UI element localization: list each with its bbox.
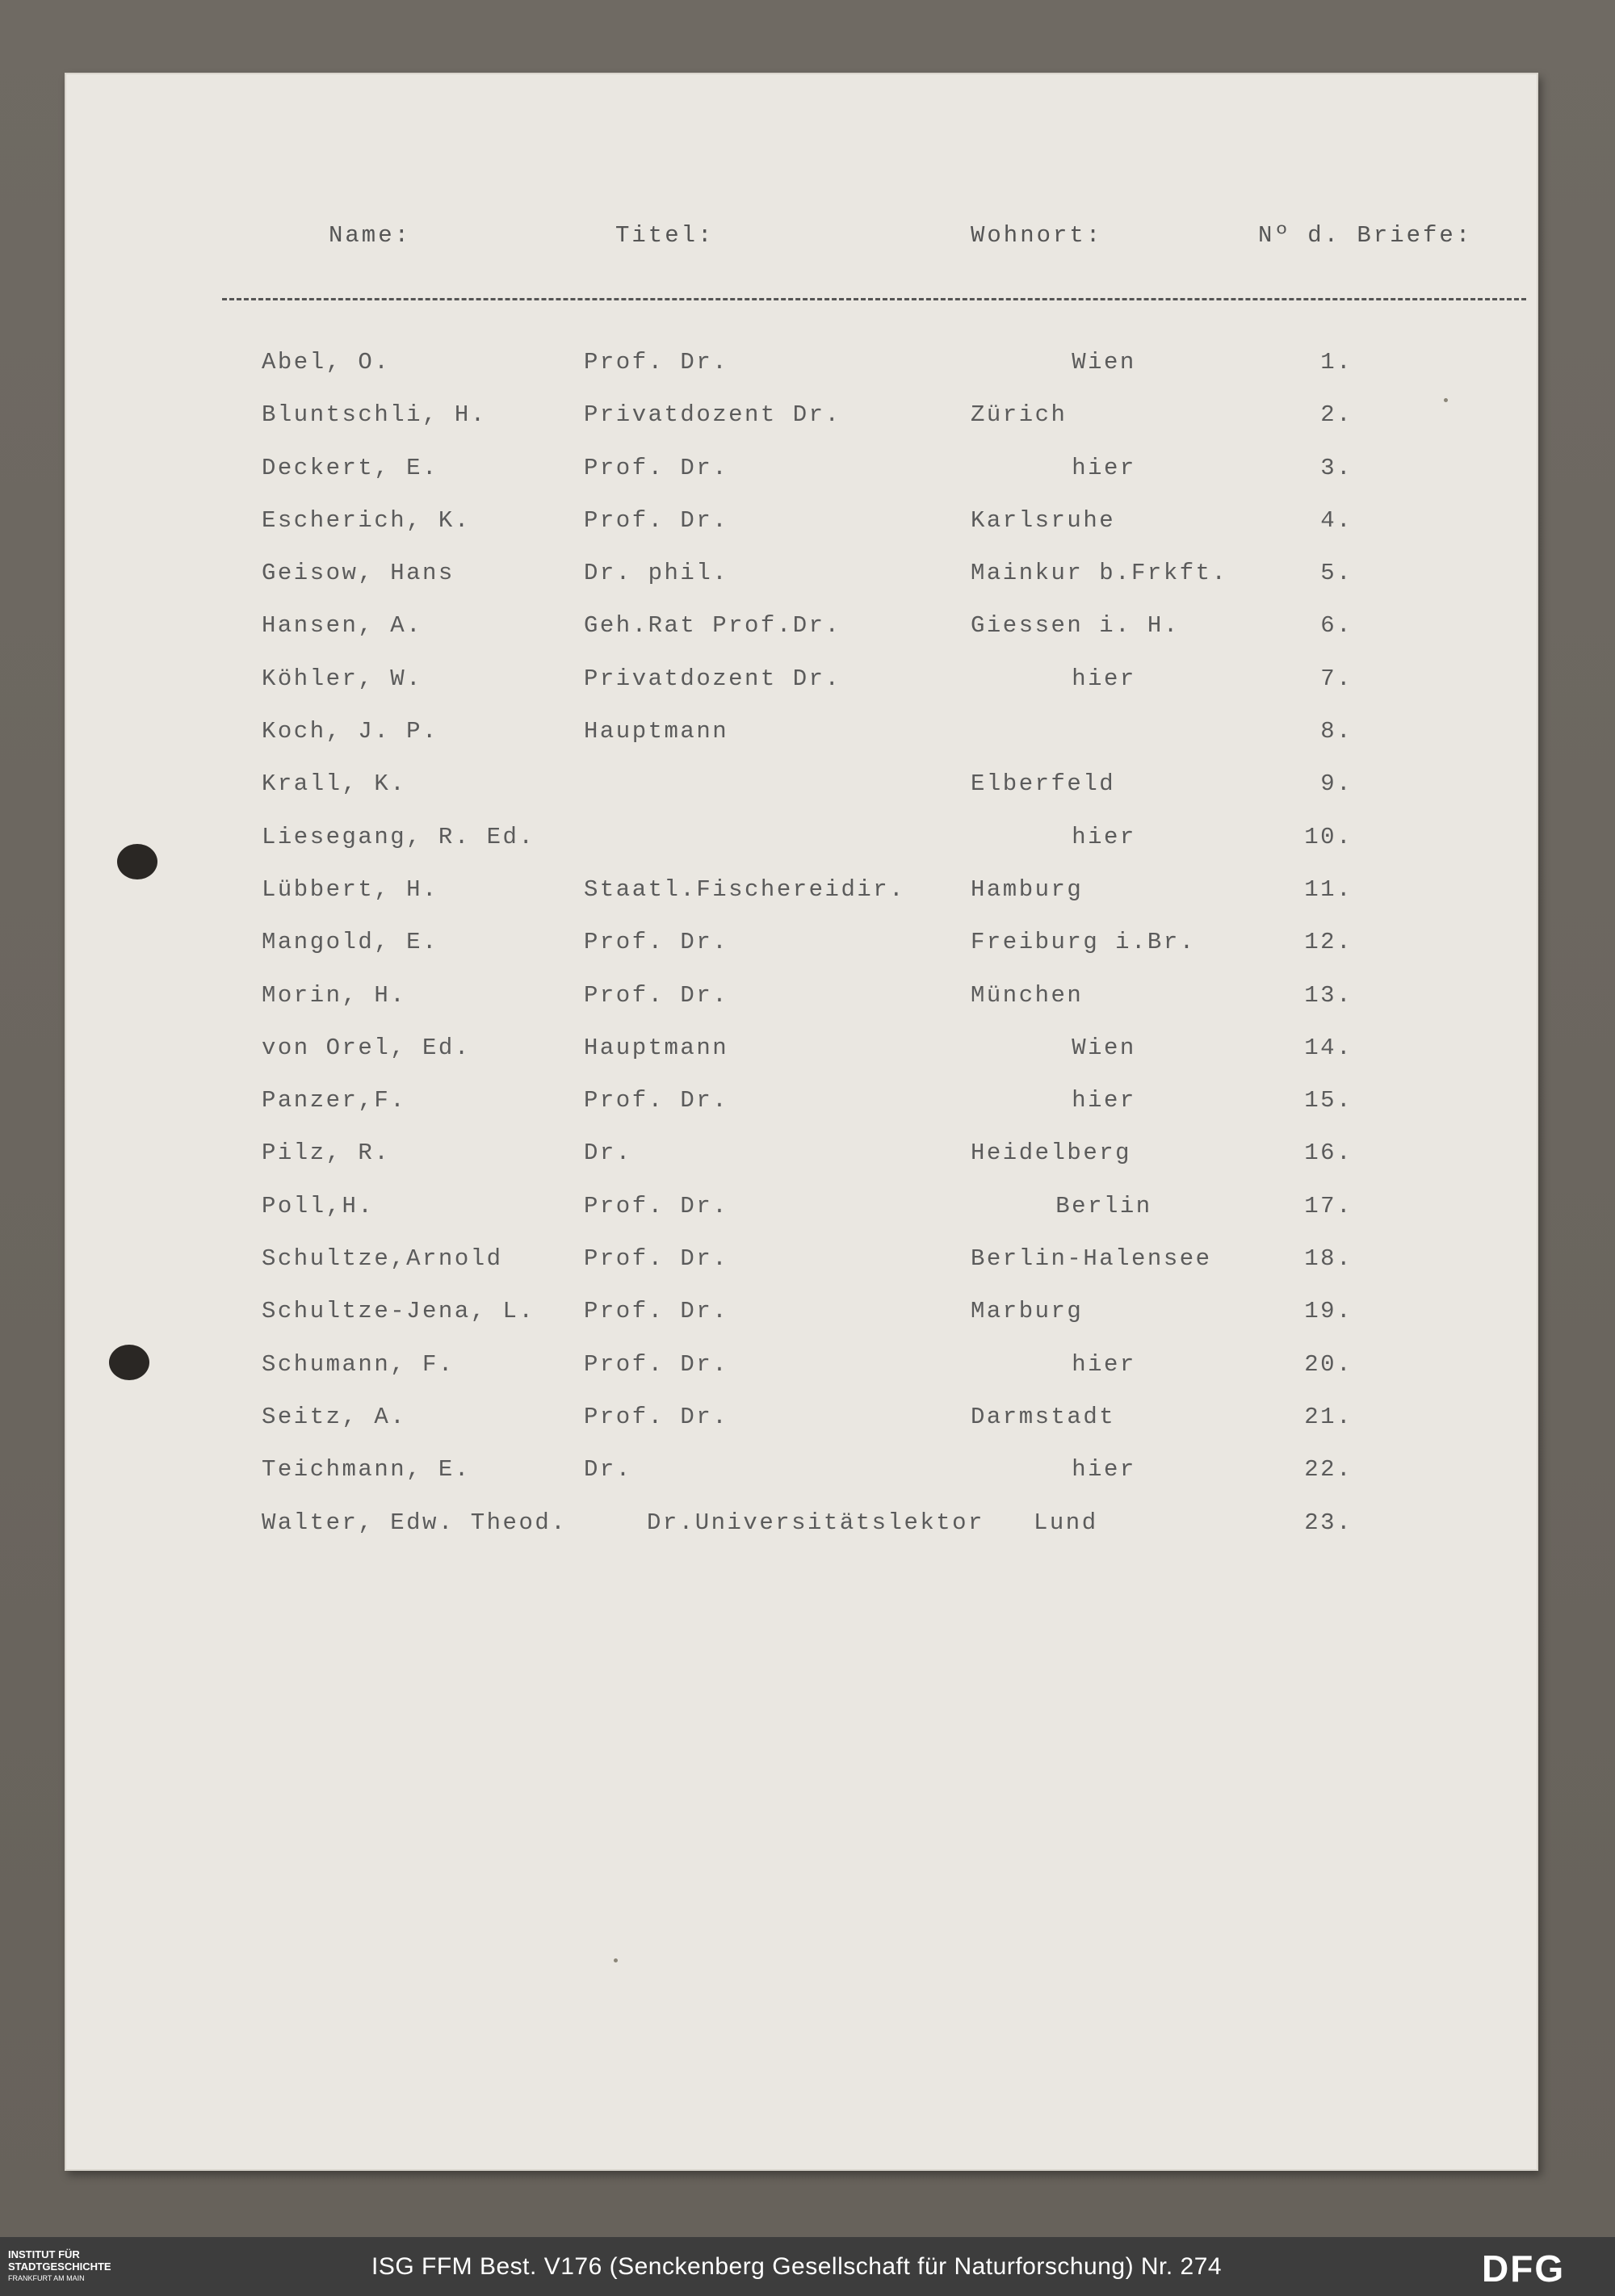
table-row — [65, 982, 1538, 1035]
row-place: Marburg — [971, 1298, 1084, 1325]
row-title: Prof. Dr. — [584, 506, 729, 534]
table-row — [65, 455, 1538, 507]
row-number: 5. — [1320, 560, 1353, 587]
header-wohnort: Wohnort: — [971, 222, 1103, 249]
row-title: Prof. Dr. — [584, 454, 729, 481]
institution-line: STADTGESCHICHTE — [8, 2260, 111, 2273]
row-number: 8. — [1320, 718, 1353, 745]
table-row — [65, 1193, 1538, 1245]
institution-line: INSTITUT FÜR — [8, 2248, 80, 2260]
institution-logo — [8, 2248, 111, 2285]
row-number: 16. — [1304, 1140, 1353, 1167]
row-number: 1. — [1320, 349, 1353, 376]
row-title: Prof. Dr. — [584, 1087, 729, 1114]
row-place: Karlsruhe — [971, 506, 1116, 534]
row-number: 7. — [1320, 665, 1353, 692]
row-name: Walter, Edw. Theod. — [262, 1509, 568, 1536]
row-place: Freiburg i.Br. — [971, 929, 1196, 956]
row-name: Pilz, R. — [262, 1140, 391, 1167]
row-title: Prof. Dr. — [584, 1245, 729, 1273]
table-row — [65, 1087, 1538, 1140]
row-place: Hamburg — [971, 875, 1084, 903]
table-row — [65, 665, 1538, 718]
row-number: 15. — [1304, 1087, 1353, 1114]
row-place: hier — [1072, 1350, 1136, 1378]
row-place: Wien — [1072, 349, 1136, 376]
row-name: von Orel, Ed. — [262, 1034, 471, 1061]
row-number: 10. — [1304, 823, 1353, 850]
row-place: Mainkur b.Frkft. — [971, 560, 1228, 587]
row-title: Dr. — [584, 1140, 632, 1167]
row-name: Teichmann, E. — [262, 1456, 471, 1484]
row-number: 13. — [1304, 981, 1353, 1009]
table-row — [65, 770, 1538, 823]
row-number: 20. — [1304, 1350, 1353, 1378]
row-place: München — [971, 981, 1084, 1009]
row-place: Berlin-Halensee — [971, 1245, 1212, 1273]
row-place: Lund — [1034, 1509, 1098, 1536]
header-divider — [222, 298, 1526, 300]
row-name: Liesegang, R. Ed. — [262, 823, 535, 850]
row-title: Prof. Dr. — [584, 1403, 729, 1430]
row-name: Koch, J. P. — [262, 718, 438, 745]
row-number: 18. — [1304, 1245, 1353, 1273]
row-place: Berlin — [1055, 1192, 1152, 1219]
row-title: Geh.Rat Prof.Dr. — [584, 612, 841, 640]
row-title: Prof. Dr. — [584, 349, 729, 376]
row-title: Prof. Dr. — [584, 929, 729, 956]
document-page — [65, 73, 1538, 2171]
row-number: 11. — [1304, 875, 1353, 903]
header-briefe: Nº d. Briefe: — [1258, 222, 1473, 249]
table-row — [65, 1035, 1538, 1087]
table-row — [65, 1140, 1538, 1192]
row-title: Privatdozent Dr. — [584, 401, 841, 429]
row-name: Bluntschli, H. — [262, 401, 487, 429]
row-name: Lübbert, H. — [262, 875, 438, 903]
row-number: 19. — [1304, 1298, 1353, 1325]
row-name: Deckert, E. — [262, 454, 438, 481]
row-title: Hauptmann — [584, 1034, 729, 1061]
row-name: Schultze,Arnold — [262, 1245, 503, 1273]
row-number: 21. — [1304, 1403, 1353, 1430]
row-place: Elberfeld — [971, 770, 1116, 798]
table-row — [65, 349, 1538, 401]
row-number: 4. — [1320, 506, 1353, 534]
table-row — [65, 929, 1538, 981]
row-number: 6. — [1320, 612, 1353, 640]
paper-speck — [1444, 398, 1448, 402]
row-number: 17. — [1304, 1192, 1353, 1219]
row-title: Prof. Dr. — [584, 1192, 729, 1219]
table-row — [65, 1245, 1538, 1298]
table-row — [65, 718, 1538, 770]
row-number: 9. — [1320, 770, 1353, 798]
row-title: Prof. Dr. — [584, 1350, 729, 1378]
header-name: Name: — [329, 222, 412, 249]
row-number: 2. — [1320, 401, 1353, 429]
table-row — [65, 1298, 1538, 1350]
row-name: Escherich, K. — [262, 506, 471, 534]
row-title: Dr. phil. — [584, 560, 729, 587]
row-name: Mangold, E. — [262, 929, 438, 956]
letters-table — [65, 349, 1538, 1562]
row-place: Zürich — [971, 401, 1068, 429]
row-place: hier — [1072, 823, 1136, 850]
table-row — [65, 876, 1538, 929]
row-name: Schultze-Jena, L. — [262, 1298, 535, 1325]
row-name: Panzer,F. — [262, 1087, 407, 1114]
row-place: Giessen i. H. — [971, 612, 1180, 640]
row-number: 12. — [1304, 929, 1353, 956]
table-row — [65, 1509, 1538, 1562]
row-place: Wien — [1072, 1034, 1136, 1061]
archive-footer-bar — [0, 2237, 1615, 2296]
row-place: Darmstadt — [971, 1403, 1116, 1430]
row-title: Prof. Dr. — [584, 981, 729, 1009]
row-title: Staatl.Fischereidir. — [584, 875, 906, 903]
row-number: 14. — [1304, 1034, 1353, 1061]
row-name: Hansen, A. — [262, 612, 423, 640]
row-title: Privatdozent Dr. — [584, 665, 841, 692]
dfg-logo: DFG — [1482, 2248, 1566, 2290]
row-number: 23. — [1304, 1509, 1353, 1536]
table-row — [65, 507, 1538, 560]
row-name: Krall, K. — [262, 770, 407, 798]
table-row — [65, 1351, 1538, 1404]
table-header — [65, 222, 1538, 254]
table-row — [65, 1456, 1538, 1509]
row-title: Hauptmann — [584, 718, 729, 745]
row-title: Dr. — [584, 1456, 632, 1484]
row-place: hier — [1072, 1456, 1136, 1484]
table-row — [65, 560, 1538, 612]
row-number: 22. — [1304, 1456, 1353, 1484]
row-title: Prof. Dr. — [584, 1298, 729, 1325]
row-name: Poll,H. — [262, 1192, 375, 1219]
table-row — [65, 1404, 1538, 1456]
row-number: 3. — [1320, 454, 1353, 481]
header-titel: Titel: — [615, 222, 715, 249]
table-row — [65, 612, 1538, 665]
table-row — [65, 401, 1538, 454]
row-place: hier — [1072, 665, 1136, 692]
row-name: Geisow, Hans — [262, 560, 455, 587]
row-name: Morin, H. — [262, 981, 407, 1009]
row-name: Schumann, F. — [262, 1350, 455, 1378]
row-place: Heidelberg — [971, 1140, 1132, 1167]
institution-line: FRANKFURT AM MAIN — [8, 2274, 85, 2282]
row-name: Abel, O. — [262, 349, 391, 376]
row-place: hier — [1072, 454, 1136, 481]
row-place: hier — [1072, 1087, 1136, 1114]
archive-caption: ISG FFM Best. V176 (Senckenberg Gesellschaft für Naturforschung) Nr. 274 — [371, 2253, 1223, 2280]
table-row — [65, 824, 1538, 876]
row-name: Seitz, A. — [262, 1403, 407, 1430]
row-title: Dr.Universitätslektor — [647, 1509, 984, 1536]
paper-speck — [614, 1958, 618, 1962]
row-name: Köhler, W. — [262, 665, 423, 692]
